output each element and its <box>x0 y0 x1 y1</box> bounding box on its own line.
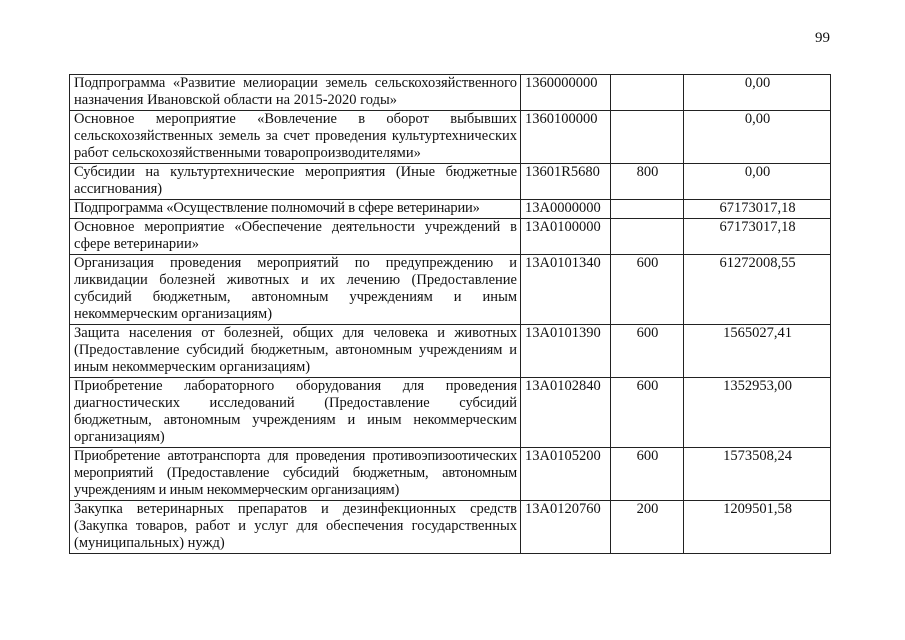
amount: 61272008,55 <box>684 255 831 325</box>
expense-type-code: 600 <box>611 378 684 448</box>
expense-type-code <box>611 200 684 219</box>
expense-type-code: 600 <box>611 325 684 378</box>
target-article-code: 13А0000000 <box>521 200 611 219</box>
target-article-code: 13А0101340 <box>521 255 611 325</box>
table-row <box>70 255 831 325</box>
table-row <box>70 378 831 448</box>
expense-type-code <box>611 75 684 111</box>
amount: 1565027,41 <box>684 325 831 378</box>
target-article-code: 13А0100000 <box>521 219 611 255</box>
amount: 0,00 <box>684 111 831 164</box>
expense-type-code: 600 <box>611 448 684 501</box>
target-article-code: 13А0105200 <box>521 448 611 501</box>
table-row <box>70 200 831 219</box>
target-article-code: 1360000000 <box>521 75 611 111</box>
expense-type-code <box>611 111 684 164</box>
target-article-code: 13601R5680 <box>521 164 611 200</box>
expense-type-code: 800 <box>611 164 684 200</box>
table-row <box>70 219 831 255</box>
table-row <box>70 75 831 111</box>
target-article-code: 1360100000 <box>521 111 611 164</box>
table-row <box>70 111 831 164</box>
amount: 67173017,18 <box>684 200 831 219</box>
table-row <box>70 325 831 378</box>
item-name: Приобретение автотранспорта для проведения противоэпизоотических мероприятий (Предоставление субсидий бюджетным, автономным учреждениям и иным некоммерческим организациям) <box>70 448 521 501</box>
amount: 67173017,18 <box>684 219 831 255</box>
expense-type-code: 600 <box>611 255 684 325</box>
item-name: Приобретение лабораторного оборудования для проведения диагностических исследований (Предоставление субсидий бюджетным, автономным учреждениям и иным некоммерческим организациям) <box>70 378 521 448</box>
item-name: Подпрограмма «Развитие мелиорации земель сельскохозяйственного назначения Ивановской области на 2015-2020 годы» <box>70 75 521 111</box>
amount: 0,00 <box>684 164 831 200</box>
item-name: Подпрограмма «Осуществление полномочий в сфере ветеринарии» <box>70 200 521 219</box>
expense-type-code <box>611 219 684 255</box>
item-name: Основное мероприятие «Вовлечение в оборот выбывших сельскохозяйственных земель за счет проведения культуртехнических работ сельскохозяйственными товаропроизводителями» <box>70 111 521 164</box>
table-row <box>70 164 831 200</box>
item-name: Субсидии на культуртехнические мероприятия (Иные бюджетные ассигнования) <box>70 164 521 200</box>
target-article-code: 13А0102840 <box>521 378 611 448</box>
table-row <box>70 448 831 501</box>
page-number: 99 <box>815 30 830 46</box>
amount: 1209501,58 <box>684 501 831 554</box>
amount: 1352953,00 <box>684 378 831 448</box>
table-row <box>70 501 831 554</box>
budget-table <box>69 74 831 554</box>
amount: 0,00 <box>684 75 831 111</box>
item-name: Закупка ветеринарных препаратов и дезинфекционных средств (Закупка товаров, работ и услуг для обеспечения государственных (муниципальных) нужд) <box>70 501 521 554</box>
item-name: Основное мероприятие «Обеспечение деятельности учреждений в сфере ветеринарии» <box>70 219 521 255</box>
target-article-code: 13А0120760 <box>521 501 611 554</box>
item-name: Защита населения от болезней, общих для человека и животных (Предоставление субсидий бюджетным, автономным учреждениям и иным некоммерческим организациям) <box>70 325 521 378</box>
amount: 1573508,24 <box>684 448 831 501</box>
item-name: Организация проведения мероприятий по предупреждению и ликвидации болезней животных и их лечению (Предоставление субсидий бюджетным, автономным учреждениям и иным некоммерческим организациям) <box>70 255 521 325</box>
expense-type-code: 200 <box>611 501 684 554</box>
target-article-code: 13А0101390 <box>521 325 611 378</box>
